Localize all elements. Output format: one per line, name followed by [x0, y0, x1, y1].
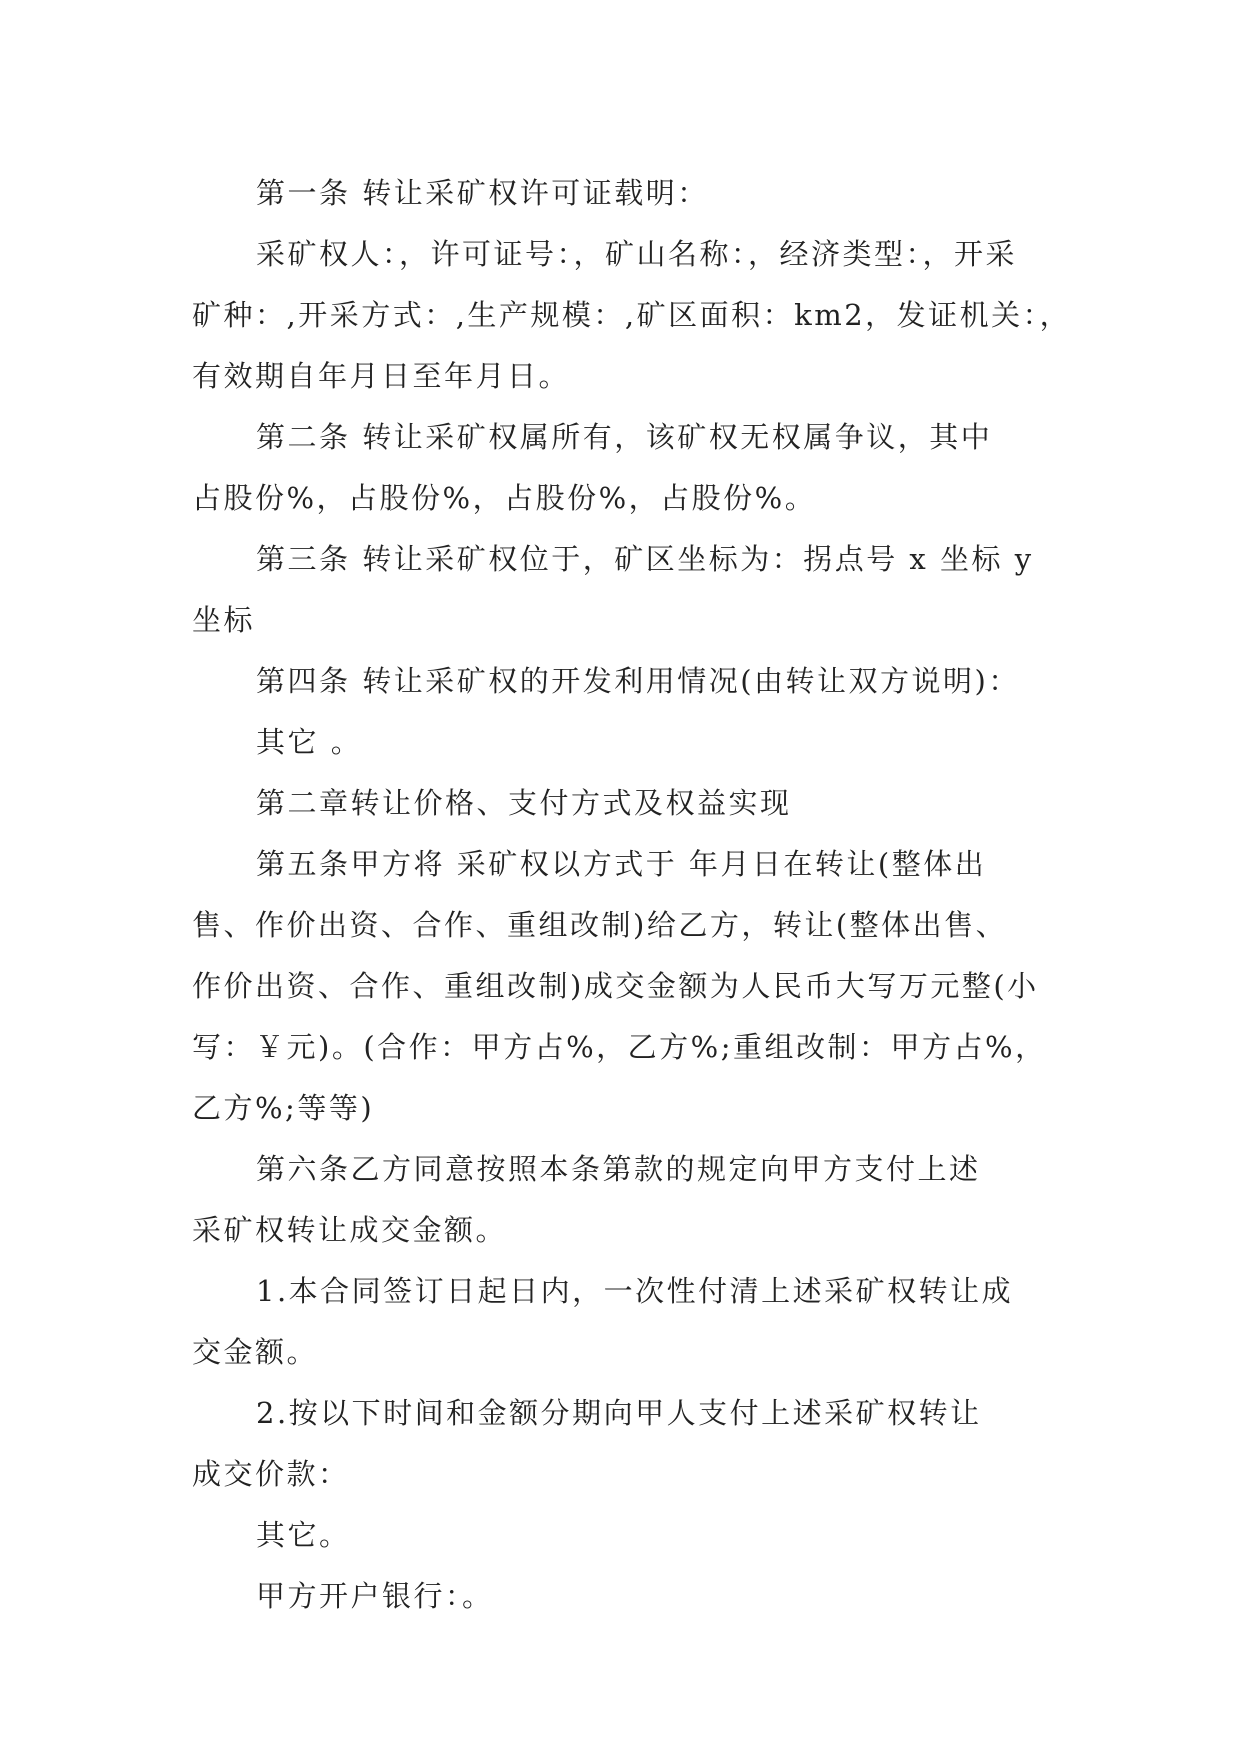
- text-line: 采矿权转让成交金额。: [192, 1213, 508, 1247]
- text-line: 1.本合同签订日起日内，一次性付清上述采矿权转让成: [256, 1274, 1014, 1308]
- text-line: 坐标: [192, 603, 256, 637]
- paragraph: [192, 529, 1062, 651]
- text-line: 有效期自年月日至年月日。: [192, 359, 571, 393]
- paragraph: [192, 1261, 1062, 1383]
- text-line: 其它 。: [256, 725, 363, 759]
- text-line: 第三条 转让采矿权位于，矿区坐标为：拐点号 x 坐标 y: [256, 542, 1034, 576]
- paragraph: [192, 651, 1062, 712]
- document-body: [192, 163, 1072, 1627]
- text-line: 第二章转让价格、支付方式及权益实现: [256, 786, 792, 820]
- paragraph: [192, 773, 1062, 834]
- text-line: 第六条乙方同意按照本条第款的规定向甲方支付上述: [256, 1152, 981, 1186]
- paragraph: [192, 224, 1072, 407]
- paragraph: [192, 1566, 1062, 1627]
- text-line: 其它。: [256, 1518, 351, 1552]
- text-line: 交金额。: [192, 1335, 319, 1369]
- paragraph: [192, 834, 1062, 1139]
- text-line: 售、作价出资、合作、重组改制)给乙方，转让(整体出售、: [192, 908, 1008, 942]
- text-line: 第五条甲方将 采矿权以方式于 年月日在转让(整体出: [256, 847, 987, 881]
- text-line: 乙方%;等等): [192, 1091, 375, 1125]
- paragraph: [192, 1505, 1062, 1566]
- text-line: 采矿权人：，许可证号：，矿山名称：，经济类型：，开采: [256, 237, 1018, 271]
- text-line: 作价出资、合作、重组改制)成交金额为人民币大写万元整(小: [192, 969, 1039, 1003]
- text-line: 甲方开户银行：。: [256, 1579, 494, 1613]
- paragraph: [192, 1139, 1062, 1261]
- text-line: 矿种：,开采方式：,生产规模：,矿区面积：km2，发证机关：，: [192, 298, 1072, 332]
- text-line: 第四条 转让采矿权的开发利用情况(由转让双方说明)：: [256, 664, 1020, 698]
- paragraph: [192, 712, 1062, 773]
- text-line: 第二条 转让采矿权属所有，该矿权无权属争议，其中: [256, 420, 993, 454]
- text-line: 写：￥元)。(合作：甲方占%，乙方%;重组改制：甲方占%，: [192, 1030, 1047, 1064]
- text-line: 成交价款：: [192, 1457, 350, 1491]
- text-line: 2.按以下时间和金额分期向甲人支付上述采矿权转让: [256, 1396, 982, 1430]
- paragraph: [192, 407, 1062, 529]
- text-line: 占股份%，占股份%，占股份%，占股份%。: [192, 481, 817, 515]
- paragraph: [192, 163, 1062, 224]
- text-line: 第一条 转让采矿权许可证载明：: [256, 176, 709, 210]
- paragraph: [192, 1383, 1062, 1505]
